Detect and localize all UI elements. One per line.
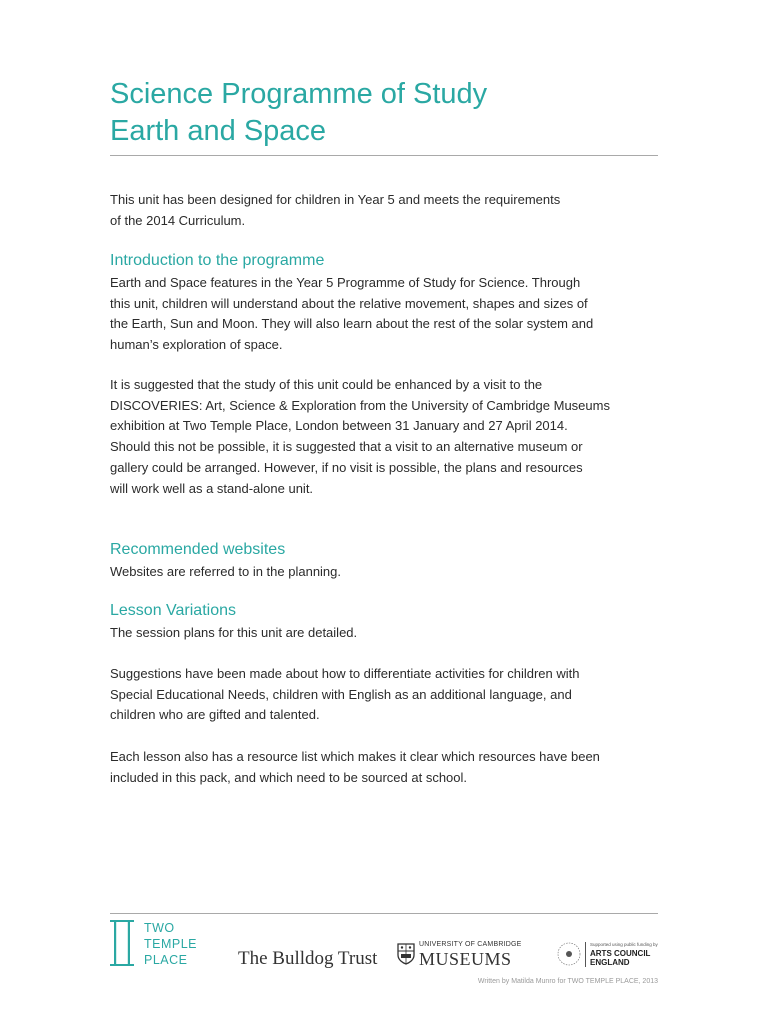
bulldog-trust-logo: The Bulldog Trust (238, 948, 378, 969)
title-divider (110, 155, 658, 156)
intro-line: This unit has been designed for children in Year 5 and meets the requirements (110, 192, 561, 207)
wordmark-line: ENGLAND (590, 958, 630, 967)
section-heading-lesson-variations: Lesson Variations (110, 602, 236, 619)
title-line-2: Earth and Space (110, 115, 327, 147)
arts-council-logo (556, 940, 658, 970)
lottery-funded-circle-icon (556, 940, 582, 968)
footer-divider (110, 913, 658, 914)
introduction-paragraph-2 (110, 375, 658, 499)
author-credit: Written by Matilda Munro for TWO TEMPLE PLACE, 2013 (477, 978, 658, 985)
cambridge-museums-label: MUSEUMS (419, 949, 512, 969)
section-heading-introduction: Introduction to the programme (110, 252, 325, 269)
paragraph-line: Earth and Space features in the Year 5 Programme of Study for Science. Through (110, 275, 581, 290)
paragraph-line: The session plans for this unit are detailed. (110, 625, 358, 640)
page-title (110, 76, 658, 150)
paragraph-line: children who are gifted and talented. (110, 707, 320, 723)
arts-council-wordmark (590, 949, 650, 967)
paragraph-line: gallery could be arranged. However, if no visit is possible, the plans and resources (110, 459, 583, 475)
cambridge-museums-logo (397, 940, 522, 970)
paragraph-line: will work well as a stand-alone unit. (110, 480, 314, 496)
paragraph-line: Suggestions have been made about how to differentiate activities for children with (110, 666, 580, 681)
wordmark-line: TEMPLE (144, 937, 198, 951)
arts-council-divider (585, 942, 586, 967)
paragraph-line: Each lesson also has a resource list which makes it clear which resources have been (110, 749, 600, 764)
wordmark-line: PLACE (144, 953, 188, 967)
paragraph-line: Special Educational Needs, children with English as an additional language, and (110, 686, 572, 702)
paragraph-line: the Earth, Sun and Moon. They will also learn about the rest of the solar system and (110, 316, 594, 332)
paragraph-line: It is suggested that the study of this unit could be enhanced by a visit to the (110, 377, 543, 392)
lesson-variations-paragraph-2 (110, 664, 658, 726)
introduction-paragraph-1 (110, 273, 658, 356)
paragraph-line: Should this not be possible, it is suggested that a visit to an alternative museum or (110, 439, 583, 455)
paragraph-line: human’s exploration of space. (110, 337, 283, 353)
cambridge-shield-icon (397, 943, 415, 965)
section-heading-websites: Recommended websites (110, 541, 286, 558)
title-line-1: Science Programme of Study (110, 78, 488, 110)
cambridge-university-label: UNIVERSITY OF CAMBRIDGE (419, 941, 522, 948)
websites-paragraph (110, 562, 658, 583)
paragraph-line: Websites are referred to in the planning. (110, 564, 342, 579)
two-temple-place-mark-icon (110, 920, 134, 966)
paragraph-line: this unit, children will understand about the relative movement, shapes and sizes of (110, 295, 588, 311)
paragraph-line: DISCOVERIES: Art, Science & Exploration from the University of Cambridge Museums (110, 397, 610, 413)
intro-paragraph (110, 190, 658, 231)
intro-line: of the 2014 Curriculum. (110, 212, 246, 228)
wordmark-line: TWO (144, 921, 175, 935)
arts-council-support-text: Supported using public funding by (590, 942, 658, 947)
lesson-variations-paragraph-1 (110, 623, 658, 644)
wordmark-line: ARTS COUNCIL (590, 949, 651, 958)
lesson-variations-paragraph-3 (110, 747, 658, 788)
paragraph-line: exhibition at Two Temple Place, London between 31 January and 27 April 2014. (110, 418, 568, 434)
two-temple-place-logo (110, 920, 220, 970)
paragraph-line: included in this pack, and which need to be sourced at school. (110, 769, 468, 785)
two-temple-place-wordmark (144, 920, 197, 968)
